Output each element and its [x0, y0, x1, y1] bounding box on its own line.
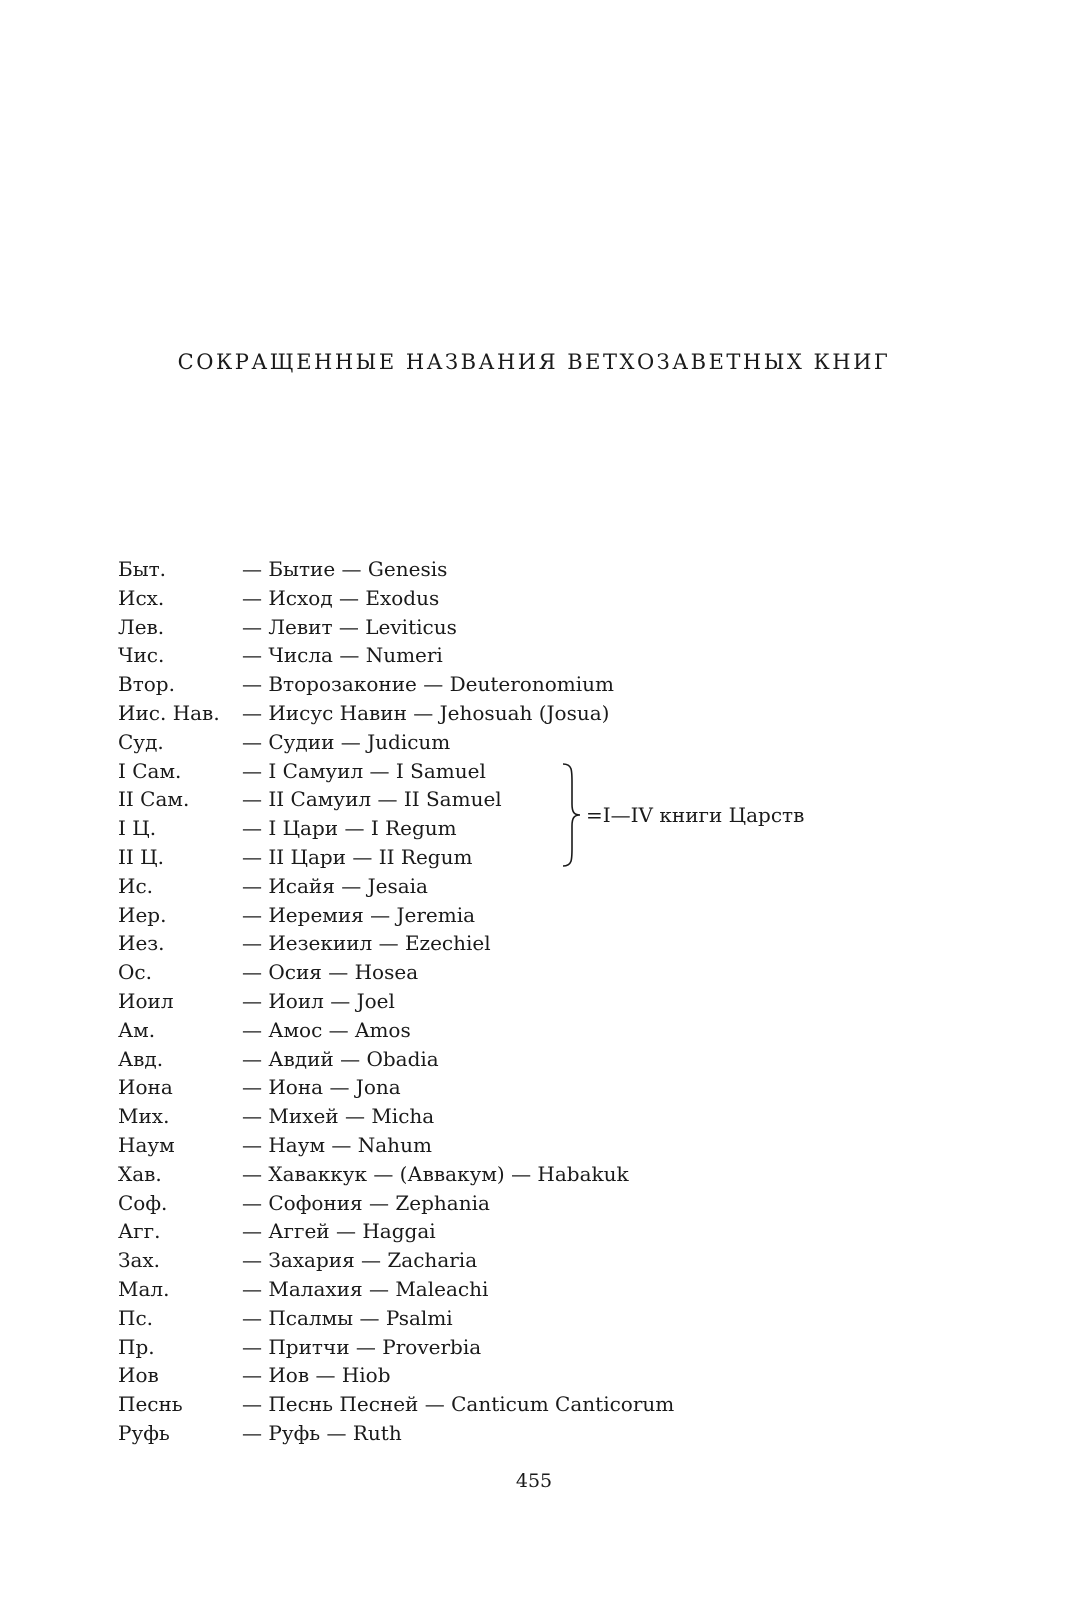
list-item	[118, 901, 674, 930]
list-item	[118, 1131, 674, 1160]
entry-description: — Малахия — Maleachi	[242, 1276, 489, 1301]
entry-description: — I Цари — I Regum	[242, 816, 457, 841]
list-item	[118, 1275, 674, 1304]
entry-abbreviation: Пр.	[118, 1334, 155, 1359]
entry-abbreviation: Иов	[118, 1363, 159, 1388]
entry-abbreviation: Ис.	[118, 873, 153, 898]
entry-description: — Хаваккук — (Аввакум) — Habakuk	[242, 1161, 629, 1186]
entry-abbreviation: Руфь	[118, 1420, 170, 1445]
entry-description: — Исход — Exodus	[242, 585, 440, 610]
entry-description: — Судии — Judicum	[242, 729, 451, 754]
list-item	[118, 641, 674, 670]
right-curly-brace	[560, 762, 582, 868]
entry-abbreviation: Ам.	[118, 1017, 156, 1042]
entry-abbreviation: I Ц.	[118, 816, 157, 841]
entry-abbreviation: Быт.	[118, 557, 167, 581]
entry-description: — Аггей — Haggai	[242, 1219, 436, 1244]
entry-abbreviation: Ос.	[118, 960, 152, 985]
list-item	[118, 1419, 674, 1448]
entry-abbreviation: Авд.	[118, 1046, 164, 1071]
entry-description: — Псалмы — Psalmi	[242, 1305, 453, 1330]
entry-abbreviation: Иона	[118, 1075, 173, 1100]
entry-abbreviation: Соф.	[118, 1190, 168, 1215]
entry-abbreviation: Иоил	[118, 988, 174, 1013]
entry-description: — Иов — Hiob	[242, 1363, 391, 1388]
list-item	[118, 728, 674, 757]
entry-description: — Левит — Leviticus	[242, 614, 457, 639]
list-item	[118, 1304, 674, 1333]
entry-description: — Софония — Zephania	[242, 1190, 490, 1215]
list-item	[118, 699, 674, 728]
entry-abbreviation: Лев.	[118, 614, 165, 639]
list-item	[118, 613, 674, 642]
list-item	[118, 929, 674, 958]
entry-description: — Михей — Micha	[242, 1104, 435, 1129]
list-item	[118, 1246, 674, 1275]
entry-description: — Руфь — Ruth	[242, 1420, 402, 1445]
list-item	[118, 1361, 674, 1390]
list-item	[118, 872, 674, 901]
entry-description: — Иезекиил — Ezechiel	[242, 931, 491, 956]
entry-abbreviation: Суд.	[118, 729, 164, 754]
list-item	[118, 1189, 674, 1218]
entry-description: — Бытие — Genesis	[242, 557, 448, 581]
entry-description: — II Самуил — II Samuel	[242, 787, 502, 812]
entry-description: — Иоил — Joel	[242, 988, 395, 1013]
entry-abbreviation: Иез.	[118, 931, 165, 956]
page-number: 455	[515, 1470, 553, 1492]
list-item	[118, 958, 674, 987]
entry-description: — II Цари — II Regum	[242, 844, 473, 869]
list-item	[118, 1333, 674, 1362]
entry-abbreviation: I Сам.	[118, 758, 182, 783]
list-item	[118, 1045, 674, 1074]
list-item	[118, 1160, 674, 1189]
entry-description: — Притчи — Proverbia	[242, 1334, 482, 1359]
entry-description: — Иисус Навин — Jehosuah (Josua)	[242, 700, 610, 725]
list-item	[118, 1217, 674, 1246]
entry-description: — Захария — Zacharia	[242, 1248, 478, 1273]
abbreviation-list	[118, 555, 674, 1448]
entry-description: — Песнь Песней — Canticum Canticorum	[242, 1392, 675, 1417]
kings-note: =I—IV книги Царств	[586, 803, 805, 827]
entry-abbreviation: Мал.	[118, 1276, 170, 1301]
entry-abbreviation: Чис.	[118, 643, 165, 668]
list-item	[118, 1016, 674, 1045]
list-item	[118, 670, 674, 699]
entry-abbreviation: II Сам.	[118, 787, 190, 812]
entry-abbreviation: Зах.	[118, 1248, 161, 1273]
entry-description: — Амос — Amos	[242, 1017, 411, 1042]
entry-abbreviation: Мих.	[118, 1104, 170, 1129]
entry-abbreviation: Пс.	[118, 1305, 153, 1330]
entry-abbreviation: Песнь	[118, 1392, 183, 1417]
list-item	[118, 987, 674, 1016]
entry-abbreviation: Хав.	[118, 1161, 162, 1186]
entry-description: — Осия — Hosea	[242, 960, 419, 985]
entry-description: — Авдий — Obadia	[242, 1046, 439, 1071]
entry-abbreviation: Наум	[118, 1132, 175, 1157]
entry-abbreviation: II Ц.	[118, 844, 164, 869]
entry-description: — Второзаконие — Deuteronomium	[242, 672, 614, 697]
list-item	[118, 1102, 674, 1131]
entry-abbreviation: Иер.	[118, 902, 167, 927]
entry-abbreviation: Исх.	[118, 585, 165, 610]
entry-description: — Числа — Numeri	[242, 643, 443, 668]
entry-abbreviation: Втор.	[118, 672, 175, 697]
entry-description: — I Самуил — I Samuel	[242, 758, 486, 783]
entry-description: — Иона — Jona	[242, 1075, 401, 1100]
kings-brace-group	[560, 762, 804, 868]
list-item	[118, 1390, 674, 1419]
list-item	[118, 1073, 674, 1102]
entry-abbreviation: Агг.	[118, 1219, 161, 1244]
entry-description: — Исайя — Jesaia	[242, 873, 428, 898]
list-item	[118, 584, 674, 613]
page-title: СОКРАЩЕННЫЕ НАЗВАНИЯ ВЕТХОЗАВЕТНЫХ КНИГ	[177, 350, 891, 374]
entry-description: — Иеремия — Jeremia	[242, 902, 476, 927]
entry-description: — Наум — Nahum	[242, 1132, 432, 1157]
entry-abbreviation: Иис. Нав.	[118, 700, 220, 725]
list-item	[118, 555, 674, 584]
